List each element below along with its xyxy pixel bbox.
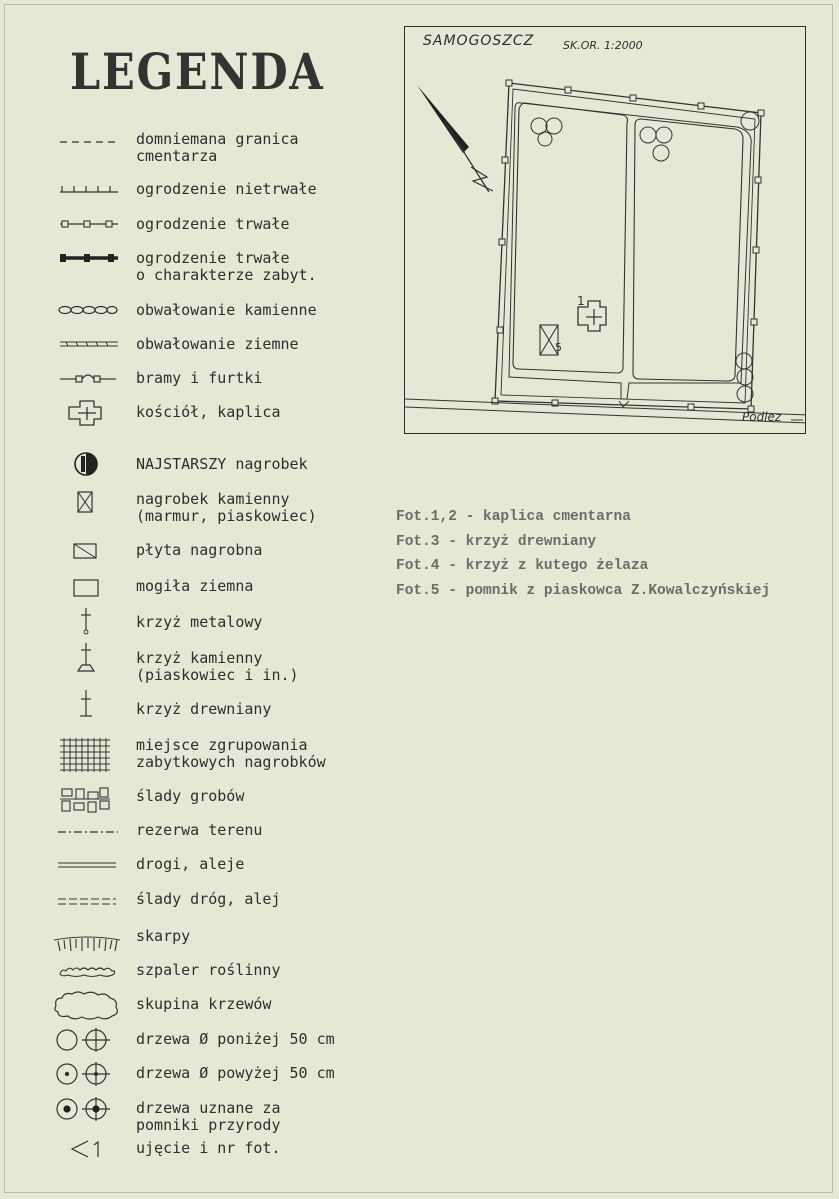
legend-item xyxy=(0,786,400,816)
legend-label: płyta nagrobna xyxy=(136,541,263,559)
alley-right xyxy=(633,119,743,381)
historic-fence-icon xyxy=(50,252,124,264)
legend-label: pomniki przyrody xyxy=(136,1116,281,1134)
legend-item xyxy=(0,988,400,1022)
legend-label: miejsce zgrupowania xyxy=(136,736,308,754)
photo-mark: 5 xyxy=(555,341,562,354)
road-traces-icon xyxy=(50,894,124,908)
legend-item xyxy=(0,928,400,956)
legend-label: drogi, aleje xyxy=(136,855,245,873)
gate-icon xyxy=(50,369,124,387)
map-scale: SK.OR. 1:2000 xyxy=(563,39,643,52)
photo-note: Fot.1,2 - kaplica cmentarna xyxy=(396,509,631,525)
legend-label: szpaler roślinny xyxy=(136,961,281,979)
map-place-name: SAMOGOSZCZ xyxy=(423,33,535,49)
legend-item xyxy=(0,450,400,478)
legend-item xyxy=(0,606,400,636)
grave-cluster-icon xyxy=(50,736,124,774)
legend-label: domniemana granica xyxy=(136,130,299,148)
legend-item xyxy=(0,962,400,982)
legend-item xyxy=(0,541,400,561)
large-tree-icon xyxy=(50,1062,124,1088)
legend-label: drzewa uznane za xyxy=(136,1099,281,1117)
legend-label: skupina krzewów xyxy=(136,995,272,1013)
grave-traces-icon xyxy=(50,786,124,816)
legend-label: ogrodzenie trwałe xyxy=(136,249,290,267)
dashed-line-icon xyxy=(50,136,124,148)
legend-label: (piaskowiec i in.) xyxy=(136,666,299,684)
legend-item xyxy=(0,180,400,200)
legend-item xyxy=(0,335,400,355)
legend-item xyxy=(0,641,400,684)
legend-item xyxy=(0,398,400,428)
north-arrow-icon xyxy=(417,85,493,192)
legend-label: o charakterze zabyt. xyxy=(136,266,317,284)
legend-item xyxy=(0,736,400,776)
outer-fence xyxy=(495,83,761,409)
legend-item xyxy=(0,856,400,876)
temporary-fence-icon xyxy=(50,182,124,196)
legend-item xyxy=(0,1062,400,1088)
legend-label: bramy i furtki xyxy=(136,369,263,387)
earth-grave-icon xyxy=(50,577,124,599)
tree-group xyxy=(531,112,759,402)
monument-tree-icon xyxy=(50,1097,124,1123)
legend-item xyxy=(0,1028,400,1054)
photo-note: Fot.3 - krzyż drewniany xyxy=(396,533,597,550)
alley-left xyxy=(513,103,628,373)
legend-item xyxy=(0,822,400,842)
photo-note: Fot.4 - krzyż z kutego żelaza xyxy=(396,558,649,574)
photo-mark: 1 xyxy=(577,294,585,308)
legend-label: kościół, kaplica xyxy=(136,403,281,421)
legend-label: ogrodzenie trwałe xyxy=(136,215,290,233)
legend-item xyxy=(0,1097,400,1133)
shrub-group-icon xyxy=(50,988,124,1022)
map-drawing xyxy=(405,27,806,434)
legend-label: ślady dróg, alej xyxy=(136,890,281,908)
legend-label: ślady grobów xyxy=(136,787,245,805)
gate-icon xyxy=(619,401,629,407)
legend-label: krzyż kamienny xyxy=(136,649,263,667)
oldest-grave-icon xyxy=(50,451,124,477)
fence-posts xyxy=(492,80,764,412)
legend-item xyxy=(0,688,400,718)
photo-angle-icon xyxy=(50,1138,124,1160)
photo-notes xyxy=(396,505,770,603)
legend-label: (marmur, piaskowiec) xyxy=(136,507,317,525)
permanent-fence-icon xyxy=(50,218,124,230)
legend-label: ogrodzenie nietrwałe xyxy=(136,180,317,198)
legend-label: krzyż drewniany xyxy=(136,700,272,718)
metal-cross-icon xyxy=(50,606,124,636)
legend-label: drzewa Ø poniżej 50 cm xyxy=(136,1030,335,1048)
legend-label: obwałowanie kamienne xyxy=(136,301,317,319)
legend-item xyxy=(0,369,400,389)
legend-item xyxy=(0,488,400,528)
hedge-icon xyxy=(50,962,124,980)
legend-item xyxy=(0,301,400,321)
road-icon xyxy=(50,859,124,871)
legend-item xyxy=(0,577,400,597)
photo-note: Fot.5 - pomnik z piaskowca Z.Kowalczyńskiej xyxy=(396,582,771,599)
legend-label: drzewa Ø powyżej 50 cm xyxy=(136,1064,335,1082)
legend-item xyxy=(0,215,400,235)
legend-label: krzyż metalowy xyxy=(136,613,263,631)
legend-label: mogiła ziemna xyxy=(136,577,254,595)
stone-embankment-icon xyxy=(50,303,124,317)
road-label: Podlez xyxy=(742,410,782,424)
stone-tomb-icon xyxy=(50,490,124,514)
escarpment-icon xyxy=(50,936,124,958)
legend-item xyxy=(0,128,400,168)
cemetery-map xyxy=(404,26,806,434)
legend-label: skarpy xyxy=(136,927,191,945)
legend-label: NAJSTARSZY nagrobek xyxy=(136,455,308,473)
legend-label: obwałowanie ziemne xyxy=(136,335,299,353)
stone-cross-icon xyxy=(50,641,124,675)
legend-item xyxy=(0,249,400,289)
legend-item xyxy=(0,891,400,911)
legend-title: LEGENDA xyxy=(70,42,325,101)
reserve-line-icon xyxy=(50,825,124,837)
wooden-cross-icon xyxy=(50,688,124,718)
legend-label: nagrobek kamienny xyxy=(136,490,290,508)
legend-item xyxy=(0,1138,400,1160)
legend-label: rezerwa terenu xyxy=(136,821,263,839)
legend-label: zabytkowych nagrobków xyxy=(136,753,326,771)
church-icon xyxy=(50,398,124,428)
legend-label: ujęcie i nr fot. xyxy=(136,1139,281,1157)
small-tree-icon xyxy=(50,1028,124,1054)
legend-label: cmentarza xyxy=(136,147,218,165)
earth-embankment-icon xyxy=(50,338,124,350)
tombstone-slab-icon xyxy=(50,541,124,561)
